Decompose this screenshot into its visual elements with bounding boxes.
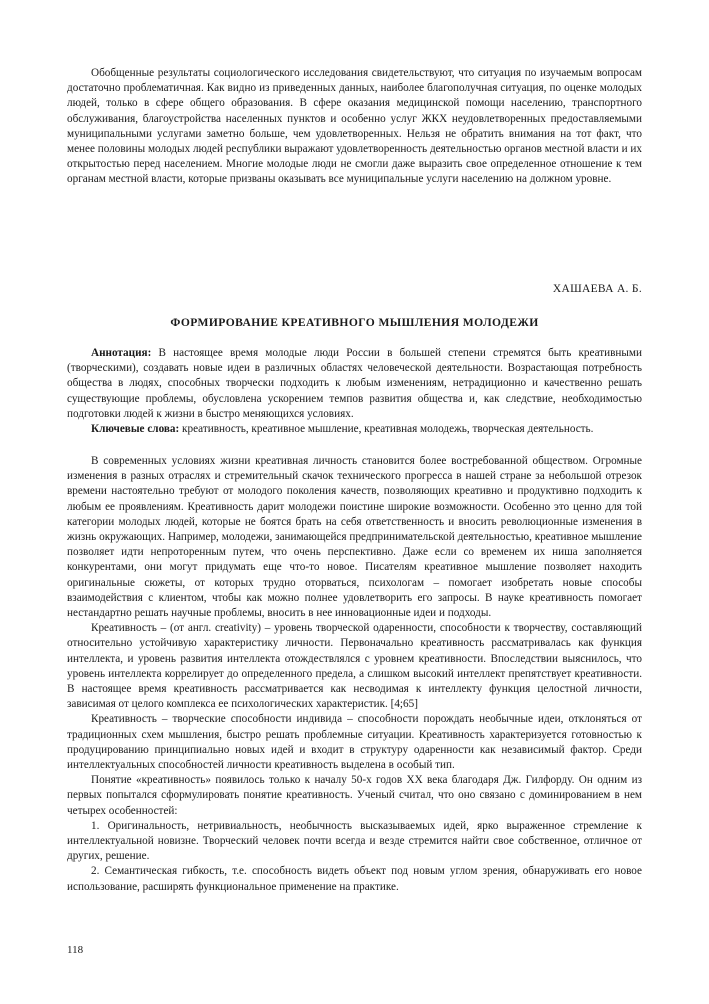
keywords-paragraph bbox=[67, 422, 642, 437]
keywords-label: Ключевые слова: bbox=[91, 423, 180, 436]
body-paragraph: Креативность – (от англ. creativity) – уровень творческой одаренности, способности к творчеству, составляющий относительно устойчивую характеристику личности. Первоначально креативность рассматривалась как функция интеллекта, и уровень развития интеллекта отождествлялся с уровнем креативности. Впоследствии выяснилось, что уровень интеллекта коррелирует до определенного предела, а слишком высокий интеллект препятствует креативности. В настоящее время креативность рассматривается как несводимая к интеллекту функция целостной личности, зависимая от целого комплекса ее психологических характеристик. [4;65] bbox=[67, 622, 642, 711]
abstract-paragraph bbox=[67, 346, 642, 422]
intro-paragraph: Обобщенные результаты социологического исследования свидетельствуют, что ситуация по изучаемым вопросам достаточно проблематичная. Как видно из приведенных данных, наиболее благополучная ситуация, по оценке молодых людей, только в сфере общего образования. В сфере оказания медицинской помощи населению, транспортного обслуживания, благоустройства населенных пунктов и особенно услуг ЖКХ неудовлетворенных предоставляемыми муниципальными услугами заметно больше, чем удовлетворенных. Нельзя не обратить внимания на тот факт, что менее половины молодых людей республики выражают удовлетворенность деятельностью органов местной власти и их открытостью перед населением. Многие молодые люди не смогли даже выразить свое определенное отношение к тем органам местной власти, которые призваны оказывать все муниципальные услуги населению на должном уровне. bbox=[67, 67, 642, 186]
keywords-text: креативность, креативное мышление, креативная молодежь, творческая деятельность. bbox=[179, 423, 594, 436]
intro-section bbox=[67, 66, 642, 188]
body-paragraph: Креативность – творческие способности индивида – способности порождать необычные идеи, отклоняться от традиционных схем мышления, быстро решать проблемные ситуации. Креативность характеризуется готовностью к продуцированию принципиально новых идей и входит в структуру одаренности как независимый фактор. Среди интеллектуальных способностей личности креативность выделена в особый тип. bbox=[67, 713, 642, 772]
body-paragraph: В современных условиях жизни креативная личность становится более востребованной обществом. Огромные изменения в разных отраслях и стремительный скачок технического прогресса в нашей стране за небольшой отрезок времени настоятельно требуют от молодого поколения качеств, позволяющих креативно и продуктивно подходить к любым ее проявлениям. Креативность дарит молодежи поистине широкие возможности. Особенно это ценно для той категории молодых людей, которые не боятся брать на себя ответственность и вносить революционные изменения в жизнь окружающих. Например, молодежи, занимающейся предпринимательской деятельностью, креативное мышление позволяет идти непроторенным путем, что очень перспективно. Даже если со временем их ниша заполняется конкурентами, они могут придумать еще что-то новое. Писателям креативное мышление позволяет находить оригинальные сюжеты, от которых трудно оторваться, психологам – помогает изобретать новые способы взаимодействия с клиентом, чтобы как можно полнее удовлетворить его запросы. В науке креативность помогает нестандартно решать научные проблемы, вносить в нее инновационные идеи и подходы. bbox=[67, 455, 642, 620]
page-number: 118 bbox=[67, 944, 84, 956]
body-paragraph: Понятие «креативность» появилось только к началу 50-х годов XX века благодаря Дж. Гилфорду. Он одним из первых попытался сформулировать понятие креативность. Ученый считал, что оно связано с доминированием в нем четырех особенностей: bbox=[67, 774, 642, 817]
abstract-section bbox=[67, 346, 642, 437]
abstract-text: В настоящее время молодые люди России в большей степени стремятся быть креативными (творческими), создавать новые идеи в различных областях человеческой деятельности. Возрастающая потребность общества в людях, способных творчески подходить к любым изменениям, нетрадиционно и качественно решать существующие проблемы, обусловлена ускорением темпов развития общества и, как следствие, необходимостью подготовки людей к жизни в быстро меняющихся условиях. bbox=[67, 347, 642, 420]
article-title: ФОРМИРОВАНИЕ КРЕАТИВНОГО МЫШЛЕНИЯ МОЛОДЕЖИ bbox=[170, 316, 539, 329]
article-author: ХАШАЕВА А. Б. bbox=[552, 283, 642, 295]
abstract-label: Аннотация: bbox=[91, 347, 152, 359]
body-paragraph: 1. Оригинальность, нетривиальность, необычность высказываемых идей, ярко выраженное стремление к интеллектуальной новизне. Творческий человек почти всегда и везде стремится найти свое собственное, отличное от других, решение. bbox=[67, 819, 642, 863]
body-paragraph: 2. Семантическая гибкость, т.е. способность видеть объект под новым углом зрения, обнаруживать его новое использование, расширять функциональное применение на практике. bbox=[67, 865, 642, 893]
article-body bbox=[67, 454, 642, 895]
